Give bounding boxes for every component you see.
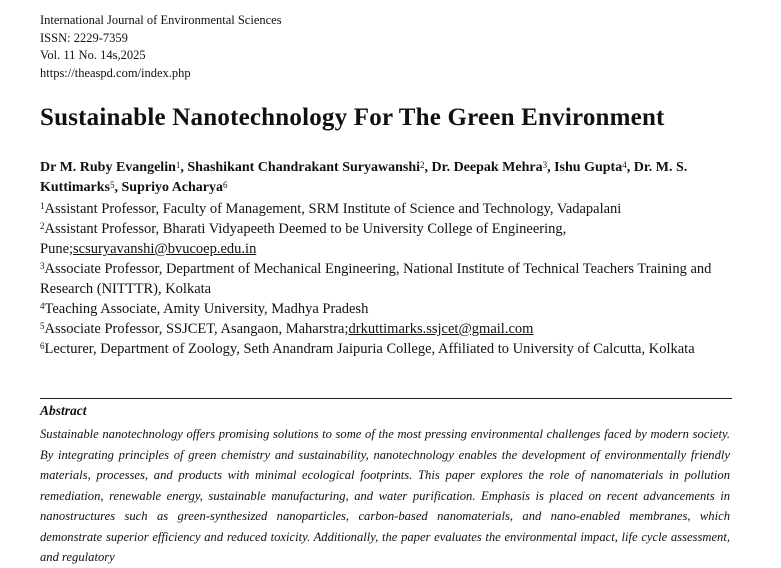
author-sup: 6 <box>223 180 228 190</box>
journal-name: International Journal of Environmental Sciences <box>40 13 282 27</box>
affiliation-list <box>40 199 740 359</box>
affiliation-sup: 2 <box>40 221 45 231</box>
affiliation-text: Assistant Professor, Bharati Vidyapeeth Deemed to be University College of Engineering, Pune; <box>40 221 567 257</box>
author-name: Dr. M. S. Kuttimarks <box>40 160 688 195</box>
journal-url[interactable]: https://theaspd.com/index.php <box>40 65 191 80</box>
affiliation-text: Associate Professor, Department of Mechanical Engineering, National Institute of Technical Teachers Training and Research (NITTTR), Kolkata <box>40 261 712 297</box>
author-name: Supriyo Acharya <box>121 180 224 195</box>
abstract-text: Sustainable nanotechnology offers promising solutions to some of the most pressing environmental challenges faced by modern society. By integrating principles of green chemistry and sustainability, nanotechnology enables the development of environmentally friendly materials, processes, and products with minimal ecological footprints. This paper explores the role of nanomaterials in pollution remediation, renewable energy, sustainable manufacturing, and water purification. Emphasis is placed on recent advancements in nanostructures such as green-synthesized nanoparticles, carbon-based nanomaterials, and nano-enabled membranes, which demonstrate superior efficiency and reduced toxicity. Additionally, the paper evaluates the environmental impact, life cycle assessment, and regulatory <box>40 427 730 564</box>
email-link[interactable]: scsuryavanshi@bvucoep.edu.in <box>73 241 257 257</box>
affiliation-sup: 6 <box>40 341 45 351</box>
affiliation <box>40 199 740 219</box>
author-sup: 3 <box>542 160 548 170</box>
affiliation <box>40 319 740 339</box>
affiliation <box>40 259 740 299</box>
affiliation <box>40 219 740 259</box>
issn: ISSN: 2229-7359 <box>40 30 128 45</box>
volume-issue: Vol. 11 No. 14s,2025 <box>40 48 146 62</box>
section-divider <box>40 398 732 399</box>
author-list: Dr M. Ruby Evangelin$^1$, Shashikant Chandrakant Suryawanshi$^2$, Dr. Deepak Mehra$^3$, Ishu Gupta$^4$, Dr. M. S. Kuttimarks$^5$, Supriyo Acharya$^6$ <box>40 160 688 195</box>
affiliation-sup: 3 <box>40 261 45 271</box>
affiliation-text: Associate Professor, SSJCET, Asangaon, Maharstra; <box>44 321 349 337</box>
author-name: Ishu Gupta <box>554 160 623 175</box>
affiliation-sup: 5 <box>40 321 45 331</box>
email-link[interactable]: drkuttimarks.ssjcet@gmail.com <box>348 321 534 337</box>
affiliation-sup: 1 <box>40 201 45 211</box>
affiliation-sup: 4 <box>40 301 45 311</box>
affiliation-text: Teaching Associate, Amity University, Madhya Pradesh <box>44 301 369 317</box>
author-sup: 4 <box>622 160 627 170</box>
affiliation-text: Lecturer, Department of Zoology, Seth Anandram Jaipuria College, Affiliated to University of Calcutta, Kolkata <box>44 341 695 357</box>
journal-header <box>40 12 282 82</box>
affiliation <box>40 299 740 319</box>
author-name: Dr M. Ruby Evangelin <box>40 160 176 175</box>
author-name: Dr. Deepak Mehra <box>431 160 543 175</box>
affiliation-text: Assistant Professor, Faculty of Management, SRM Institute of Science and Technology, Vadapalani <box>44 201 622 217</box>
author-sup: 5 <box>110 180 115 190</box>
paper-title: Sustainable Nanotechnology For The Green Environment <box>40 104 665 131</box>
author-sup: 2 <box>420 160 425 170</box>
author-sup: 1 <box>175 160 181 170</box>
abstract-heading: Abstract <box>40 403 87 418</box>
affiliation <box>40 339 740 359</box>
author-name: Shashikant Chandrakant Suryawanshi <box>187 160 421 175</box>
